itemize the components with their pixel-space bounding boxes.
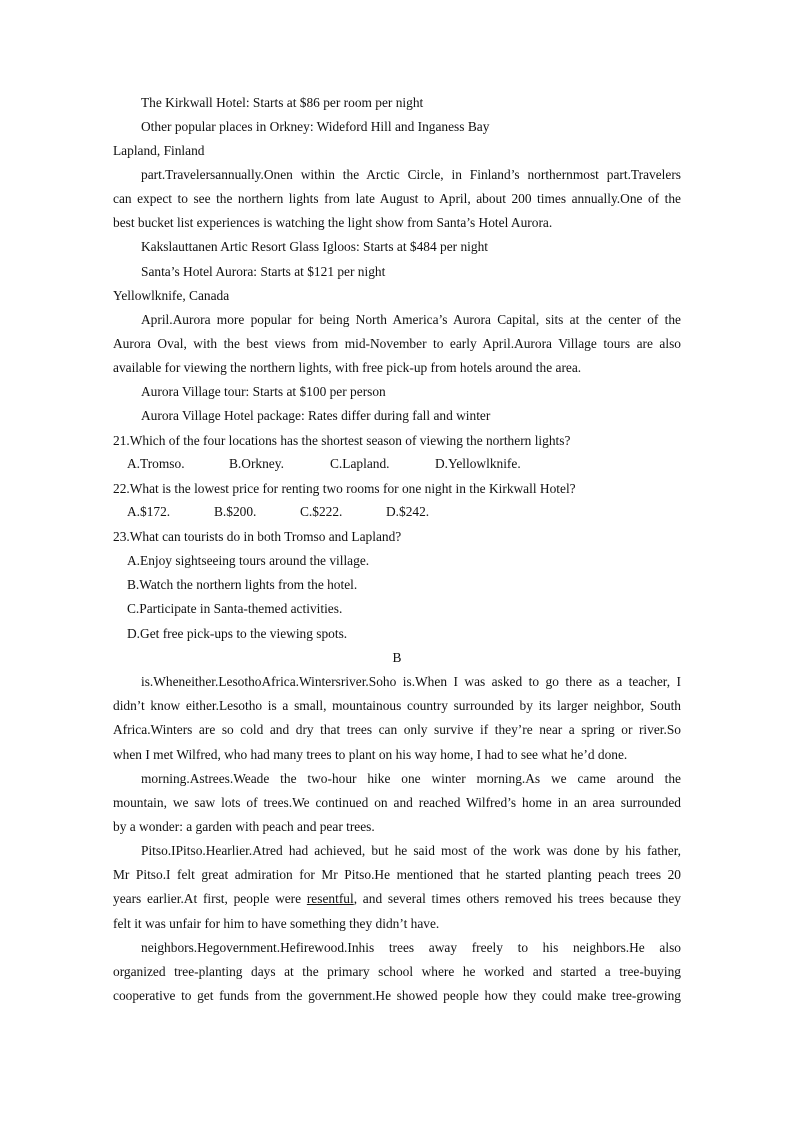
passage-b-paragraph-line: Mr Pitso.I felt great admiration for Mr Pitso.He mentioned that he started planting peach trees 20: [113, 867, 681, 882]
question-22-stem: 22.What is the lowest price for renting two rooms for one night in the Kirkwall Hotel?: [113, 481, 576, 496]
question-21-option-d: D.Yellowlknife.: [435, 456, 521, 471]
passage-b-paragraph-line: cooperative to get funds from the government.He showed people how they could make tree-growing: [113, 988, 681, 1003]
passage-b-paragraph-line: morning.Astrees.Weade the two-hour hike one winter morning.As we came around the: [141, 771, 681, 786]
passage-b-paragraph-line: felt it was unfair for him to have something they didn’t have.: [113, 916, 440, 931]
lapland-paragraph-line: part.Travelersannually.Onen within the Arctic Circle, in Finland’s northernmost part.Travelers: [141, 167, 681, 182]
passage-b-paragraph-line: mountain, we saw lots of trees.We continued on and reached Wilfred’s home in an area surrounded: [113, 795, 681, 810]
orkney-hotel-line: The Kirkwall Hotel: Starts at $86 per room per night: [141, 95, 424, 110]
yellowknife-paragraph-line: available for viewing the northern lights, with free pick-up from hotels around the area.: [113, 360, 582, 375]
passage-b-paragraph-line: by a wonder: a garden with peach and pear trees.: [113, 819, 375, 834]
passage-b-paragraph-line: Pitso.IPitso.Hearlier.Atred had achieved, but he said most of the work was done by his father,: [141, 843, 681, 858]
passage-b-paragraph-line: [113, 890, 681, 908]
yellowknife-tour-price: Aurora Village tour: Starts at $100 per person: [141, 384, 386, 399]
lapland-santa-price: Santa’s Hotel Aurora: Starts at $121 per night: [141, 264, 386, 279]
passage-b-paragraph-line: neighbors.Hegovernment.Hefirewood.Inhis trees away freely to his neighbors.He also: [141, 940, 681, 955]
underlined-word: resentful: [306, 891, 354, 906]
lapland-paragraph-line: can expect to see the northern lights from late August to April, about 200 times annually.One of the: [113, 191, 681, 206]
passage-b-paragraph-line: when I met Wilfred, who had many trees to plant on his way home, I had to see what he’d done.: [113, 747, 628, 762]
text-run: , and several times others removed his trees because they: [353, 891, 681, 906]
question-21-stem: 21.Which of the four locations has the shortest season of viewing the northern lights?: [113, 433, 571, 448]
question-21-option-a: A.Tromso.: [127, 456, 185, 471]
question-23-option-a: A.Enjoy sightseeing tours around the village.: [127, 553, 370, 568]
question-22-option-b: B.$200.: [214, 504, 257, 519]
question-21-option-b: B.Orkney.: [229, 456, 284, 471]
question-23-option-c: C.Participate in Santa-themed activities.: [127, 601, 343, 616]
passage-b-label: B: [392, 650, 402, 665]
question-22-option-c: C.$222.: [300, 504, 343, 519]
passage-b-paragraph-line: Africa.Winters are so cold and dry that trees can only survive if they’re near a spring or river.So: [113, 722, 681, 737]
yellowknife-package: Aurora Village Hotel package: Rates differ during fall and winter: [141, 408, 491, 423]
question-22-option-a: A.$172.: [127, 504, 171, 519]
yellowknife-heading: Yellowlknife, Canada: [113, 288, 230, 303]
passage-b-paragraph-line: organized tree-planting days at the primary school where he worked and started a tree-buying: [113, 964, 681, 979]
question-23-option-d: D.Get free pick-ups to the viewing spots.: [127, 626, 348, 641]
passage-b-paragraph-line: didn’t know either.Lesotho is a small, mountainous country surrounded by its larger neighbor, South: [113, 698, 681, 713]
yellowknife-paragraph-line: April.Aurora more popular for being North America’s Aurora Capital, sits at the center of the: [141, 312, 681, 327]
passage-b-paragraph-line: is.Wheneither.LesothoAfrica.Wintersriver.Soho is.When I was asked to go there as a teacher, I: [141, 674, 681, 689]
lapland-paragraph-line: best bucket list experiences is watching the light show from Santa’s Hotel Aurora.: [113, 215, 553, 230]
question-21-option-c: C.Lapland.: [330, 456, 390, 471]
lapland-igloo-price: Kakslauttanen Artic Resort Glass Igloos: Starts at $484 per night: [141, 239, 488, 254]
text-run: years earlier.At first, people were: [113, 891, 307, 906]
question-22-option-d: D.$242.: [386, 504, 430, 519]
yellowknife-paragraph-line: Aurora Oval, with the best views from mid-November to early April.Aurora Village tours are also: [113, 336, 681, 351]
lapland-heading: Lapland, Finland: [113, 143, 205, 158]
question-23-option-b: B.Watch the northern lights from the hotel.: [127, 577, 358, 592]
orkney-places-line: Other popular places in Orkney: Wideford Hill and Inganess Bay: [141, 119, 490, 134]
question-23-stem: 23.What can tourists do in both Tromso and Lapland?: [113, 529, 402, 544]
